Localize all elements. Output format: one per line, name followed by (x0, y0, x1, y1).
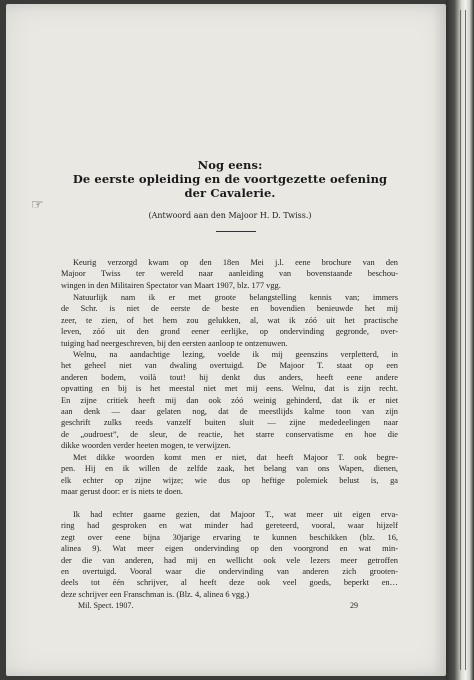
text-line: anderen bodem, voilà tout! hij denkt dus anders, heeft eene andere (61, 372, 398, 382)
text-line: Ik had echter gaarne gezien, dat Majoor T., wat meer uit eigen erva- (73, 510, 398, 519)
text-line: pen. Hij en ik willen de zelfde zaak, het belang van ons Wapen, dienen, (61, 464, 398, 474)
text-line: zeer, te zien, of het hem zou gelukken, al, wat ik zóó uit het practische (61, 315, 398, 325)
divider (216, 231, 256, 232)
subtitle: (Antwoord aan den Majoor H. D. Twiss.) (148, 211, 312, 220)
text-line: het geheel niet van dwaling overtuigd. De Majoor T. staat op een (61, 361, 398, 371)
text-line: alinea 9). Wat meer eigen ondervinding op den voorgrond en wat min- (61, 544, 398, 554)
paragraph-1 (61, 257, 398, 291)
edge-line (460, 10, 461, 670)
text-line: opvatting en bij is het meestal niet met mij eens. Welnu, dat is zijn recht. (61, 384, 398, 394)
title-line-1: Nog eens: (197, 158, 263, 172)
text-line: dikke woorden verder heeten mogen, te verwijzen. (61, 441, 231, 451)
text-line: deels tot één schrijver, al heeft deze ook veel goeds, beperkt en… (61, 578, 398, 588)
text-line: der die van anderen, had mij en wellicht ook vele lezers meer getroffen (61, 555, 398, 565)
text-line: Natuurlijk nam ik er met groote belangstelling kennis van; immers (73, 293, 398, 302)
text-line: tuiging had neergeschreven, bij den eersten aanloop te ontzenuwen. (61, 338, 288, 348)
text-line: maar gerust door: er is niets te doen. (61, 487, 183, 497)
text-line: Keurig verzorgd kwam op den 18en Mei j.l. eene brochure van den (73, 258, 398, 267)
text-line: leven, zóó uit den grond eener eerlijke, op ondervinding gegronde, over- (61, 327, 398, 337)
text-line: de Schr. is niet de eerste de beste en bovendien benieuwde het mij (61, 304, 398, 314)
page-number: 29 (350, 601, 358, 610)
margin-mark-icon: ☞ (31, 197, 44, 213)
text-line: geschrift zulks reeds vanzelf buiten sluit — zijne mededeelingen naar (61, 418, 398, 428)
text-line: zegt over eene bijna 30jarige ervaring te kunnen beschikken (blz. 16, (61, 532, 398, 542)
paragraph-4 (61, 452, 398, 498)
text-line: Welnu, na aandachtige lezing, voelde ik mij geenszins verpletterd, in (73, 350, 398, 359)
paragraph-2 (61, 292, 398, 349)
text-line: deze schrijver een Franschman is. (Blz. 4, alinea 6 vgg.) (61, 589, 250, 599)
text-line: Majoor Twiss ter wereld naar aanleiding van bovenstaande beschou- (61, 269, 398, 279)
paragraph-5 (61, 509, 398, 600)
page-footer (78, 601, 378, 610)
text-line: de „oudroest”, de sleur, de reactie, het starre conservatisme en hoe die (61, 429, 398, 439)
text-line: aan denk — daar gelaten nog, dat de meestlijds kalme toon van zijn (61, 406, 398, 416)
title-line-2: De eerste opleiding en de voortgezette oefening (72, 172, 388, 186)
paragraph-3 (61, 349, 398, 452)
title-line-3: der Cavalerie. (184, 186, 276, 200)
edge-line (465, 10, 466, 670)
text-line: ring had gesproken en wat minder had gereteerd, vooral, waar hijzelf (61, 521, 398, 531)
footer-source: Mil. Spect. 1907. (78, 601, 134, 610)
text-line: elk echter op zijne wijze; wie dus op heftige polemiek belust is, ga (61, 475, 398, 485)
text-line: En zijne critiek heeft mij dan ook zóó weinig gehinderd, dat ik er niet (61, 395, 398, 405)
text-line: wingen in den Militairen Spectator van Maart 1907, blz. 177 vgg. (61, 280, 281, 290)
book-edge (446, 0, 474, 680)
text-line: en overtuigd. Vooral waar die ondervinding van anderen zich grooten- (61, 566, 398, 576)
text-line: Met dikke woorden komt men er niet, dat heeft Majoor T. ook begre- (73, 453, 398, 462)
